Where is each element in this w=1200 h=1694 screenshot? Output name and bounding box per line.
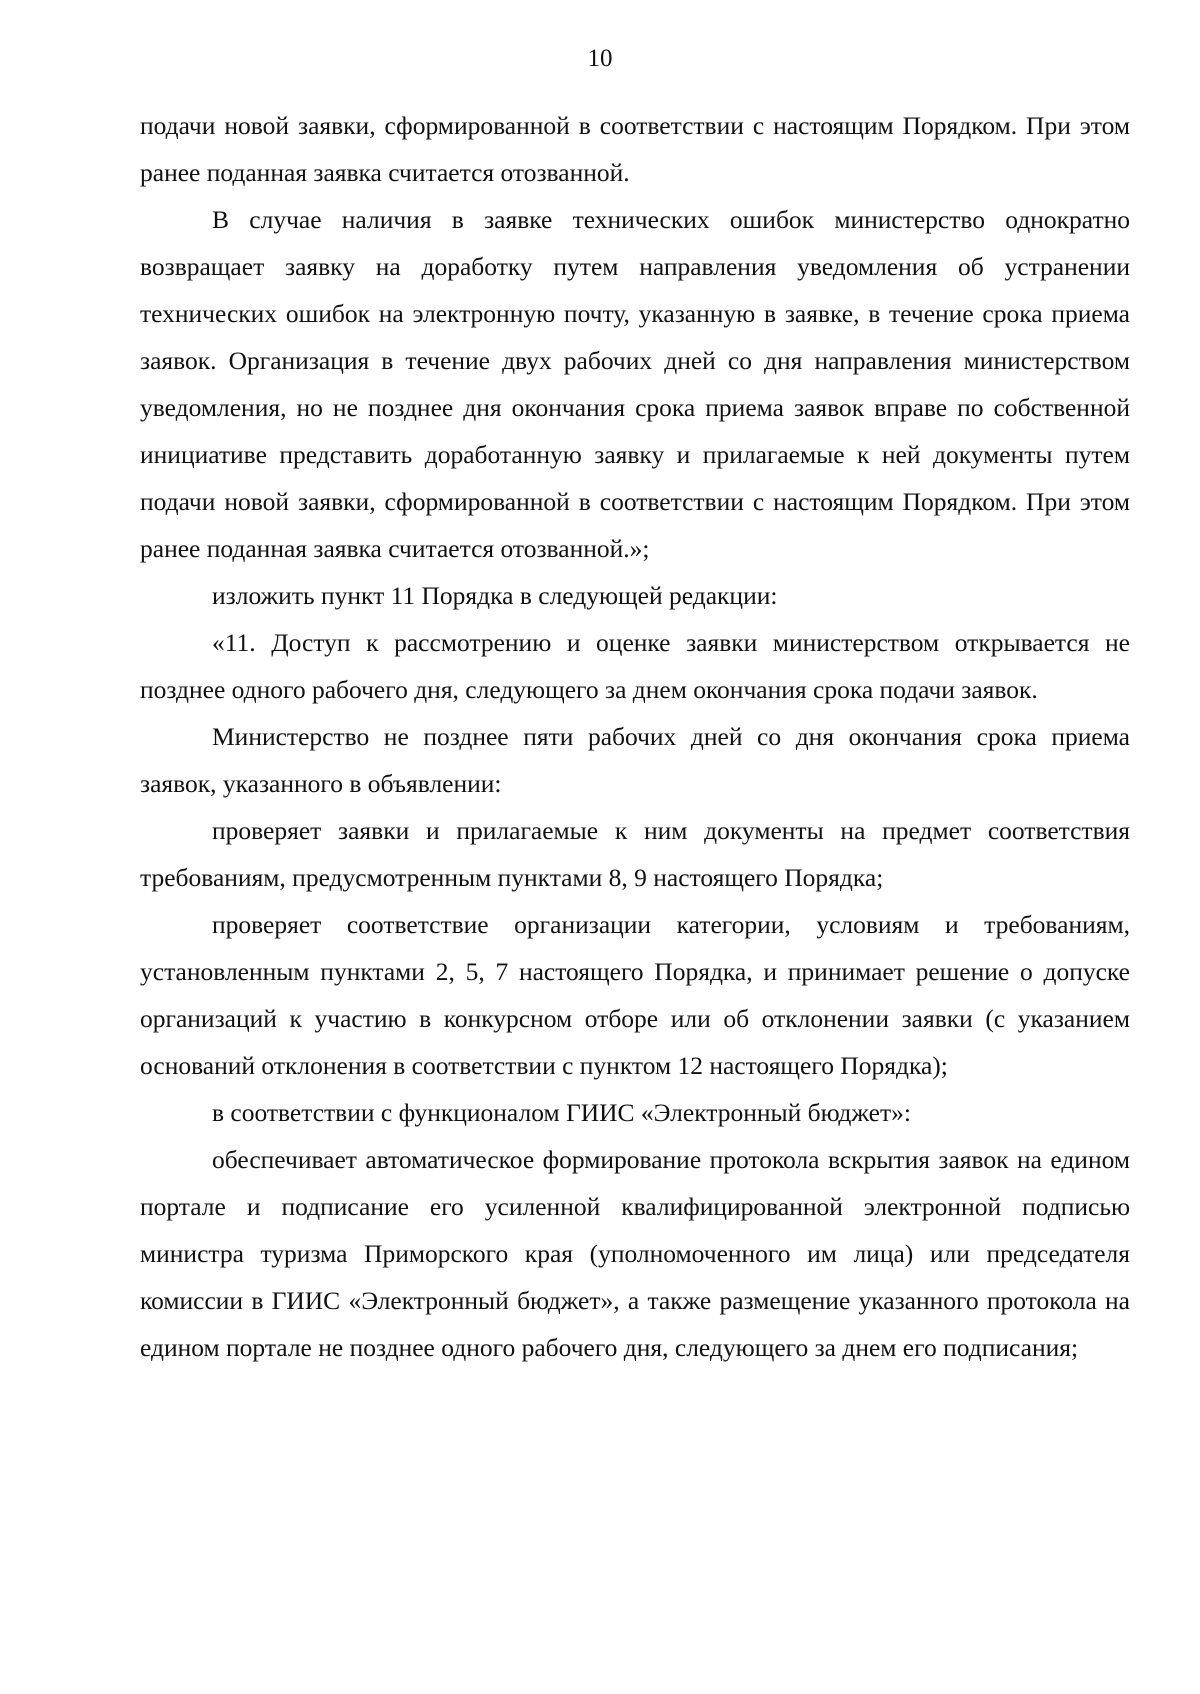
paragraph-protocol: обеспечивает автоматическое формирование протокола вскрытия заявок на едином портале и подписание его усиленной квалифицированной электронной подписью министра туризма Приморского края (уполномоченного им лица) или председателя комиссии в ГИИС «Электронный бюджет», а также размещение указанного протокола на едином портале не позднее одного рабочего дня, следующего за днем его подписания; <box>140 1145 1130 1362</box>
paragraph-technical-errors: В случае наличия в заявке технических ошибок министерство однократно возвращает заявку на доработку путем направления уведомления об устранении технических ошибок на электронную почту, указанную в заявке, в течение срока приема заявок. Организация в течение двух рабочих дней со дня направления министерством уведомления, но не позднее дня окончания срока приема заявок вправе по собственной инициативе представить доработанную заявку и прилагаемые к ней документы путем подачи новой заявки, сформированной в соответствии с настоящим Порядком. При этом ранее поданная заявка считается отозванной.»; <box>140 205 1130 563</box>
document-body <box>140 102 1130 1371</box>
paragraph-checks-applications: проверяет заявки и прилагаемые к ним документы на предмет соответствия требованиям, предусмотренным пунктами 8, 9 настоящего Порядка; <box>140 816 1130 892</box>
paragraph-ministry-deadline: Министерство не позднее пяти рабочих дней со дня окончания срока приема заявок, указанного в объявлении: <box>140 722 1130 798</box>
paragraph-electronic-budget: в соответствии с функционалом ГИИС «Электронный бюджет»: <box>212 1098 911 1127</box>
page-number: 10 <box>587 45 613 72</box>
paragraph-checks-compliance: проверяет соответствие организации категории, условиям и требованиям, установленным пунктами 2, 5, 7 настоящего Порядка, и принимает решение о допуске организаций к участию в конкурсном отборе или об отклонении заявки (с указанием оснований отклонения в соответствии с пунктом 12 настоящего Порядка); <box>140 910 1130 1080</box>
paragraph-continuation: подачи новой заявки, сформированной в соответствии с настоящим Порядком. При этом ранее поданная заявка считается отозванной. <box>140 111 1130 187</box>
paragraph-amend-item-11: изложить пункт 11 Порядка в следующей редакции: <box>212 581 778 610</box>
paragraph-item-11: «11. Доступ к рассмотрению и оценке заявки министерством открывается не позднее одного рабочего дня, следующего за днем окончания срока подачи заявок. <box>140 628 1130 704</box>
